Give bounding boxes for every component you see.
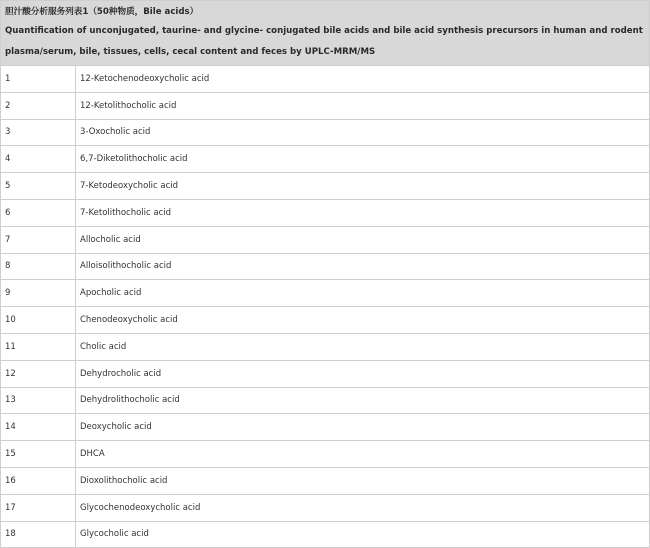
table-body — [1, 66, 650, 548]
bile-acid-name: Cholic acid — [76, 333, 650, 360]
bile-acid-name: 6,7-Diketolithocholic acid — [76, 146, 650, 173]
table-row — [1, 307, 650, 334]
row-number: 2 — [1, 92, 76, 119]
table-row — [1, 92, 650, 119]
bile-acid-name: Glycochenodeoxycholic acid — [76, 494, 650, 521]
row-number: 13 — [1, 387, 76, 414]
bile-acid-name: Alloisolithocholic acid — [76, 253, 650, 280]
row-number: 4 — [1, 146, 76, 173]
row-number: 18 — [1, 521, 76, 548]
bile-acid-name: DHCA — [76, 441, 650, 468]
table-header-row — [1, 1, 650, 66]
row-number: 3 — [1, 119, 76, 146]
row-number: 9 — [1, 280, 76, 307]
table-row — [1, 387, 650, 414]
table-row — [1, 360, 650, 387]
table-row — [1, 146, 650, 173]
bile-acid-name: Deoxycholic acid — [76, 414, 650, 441]
row-number: 6 — [1, 199, 76, 226]
table-row — [1, 414, 650, 441]
row-number: 11 — [1, 333, 76, 360]
table-row — [1, 494, 650, 521]
table-title-cell — [1, 1, 650, 66]
table-row — [1, 119, 650, 146]
row-number: 14 — [1, 414, 76, 441]
bile-acid-name: 12-Ketolithocholic acid — [76, 92, 650, 119]
table-row — [1, 333, 650, 360]
row-number: 1 — [1, 66, 76, 93]
row-number: 16 — [1, 467, 76, 494]
bile-acid-name: 7-Ketolithocholic acid — [76, 199, 650, 226]
table-row — [1, 280, 650, 307]
bile-acid-name: 7-Ketodeoxycholic acid — [76, 173, 650, 200]
table-row — [1, 66, 650, 93]
bile-acid-name: 3-Oxocholic acid — [76, 119, 650, 146]
bile-acid-name: 12-Ketochenodeoxycholic acid — [76, 66, 650, 93]
table-row — [1, 441, 650, 468]
row-number: 15 — [1, 441, 76, 468]
bile-acid-name: Dehydrocholic acid — [76, 360, 650, 387]
table-row — [1, 173, 650, 200]
bile-acid-name: Glycocholic acid — [76, 521, 650, 548]
row-number: 10 — [1, 307, 76, 334]
row-number: 17 — [1, 494, 76, 521]
bile-acid-name: Dehydrolithocholic acid — [76, 387, 650, 414]
row-number: 8 — [1, 253, 76, 280]
bile-acid-name: Allocholic acid — [76, 226, 650, 253]
table-row — [1, 226, 650, 253]
table-title-cn: 胆汁酸分析服务列表1（50种物质，Bile acids） — [5, 7, 199, 17]
row-number: 12 — [1, 360, 76, 387]
table-row — [1, 521, 650, 548]
table-title-en: Quantification of unconjugated, taurine- and glycine- conjugated bile acids and bile acid synthesis precursors in human and rodent plasma/serum, bile, tissues, cells, cecal content and feces by UPLC-MRM/MS — [5, 26, 643, 57]
bile-acid-name: Chenodeoxycholic acid — [76, 307, 650, 334]
row-number: 5 — [1, 173, 76, 200]
bile-acid-name: Apocholic acid — [76, 280, 650, 307]
table-row — [1, 199, 650, 226]
row-number: 7 — [1, 226, 76, 253]
table-row — [1, 467, 650, 494]
table-row — [1, 253, 650, 280]
bile-acid-name: Dioxolithocholic acid — [76, 467, 650, 494]
